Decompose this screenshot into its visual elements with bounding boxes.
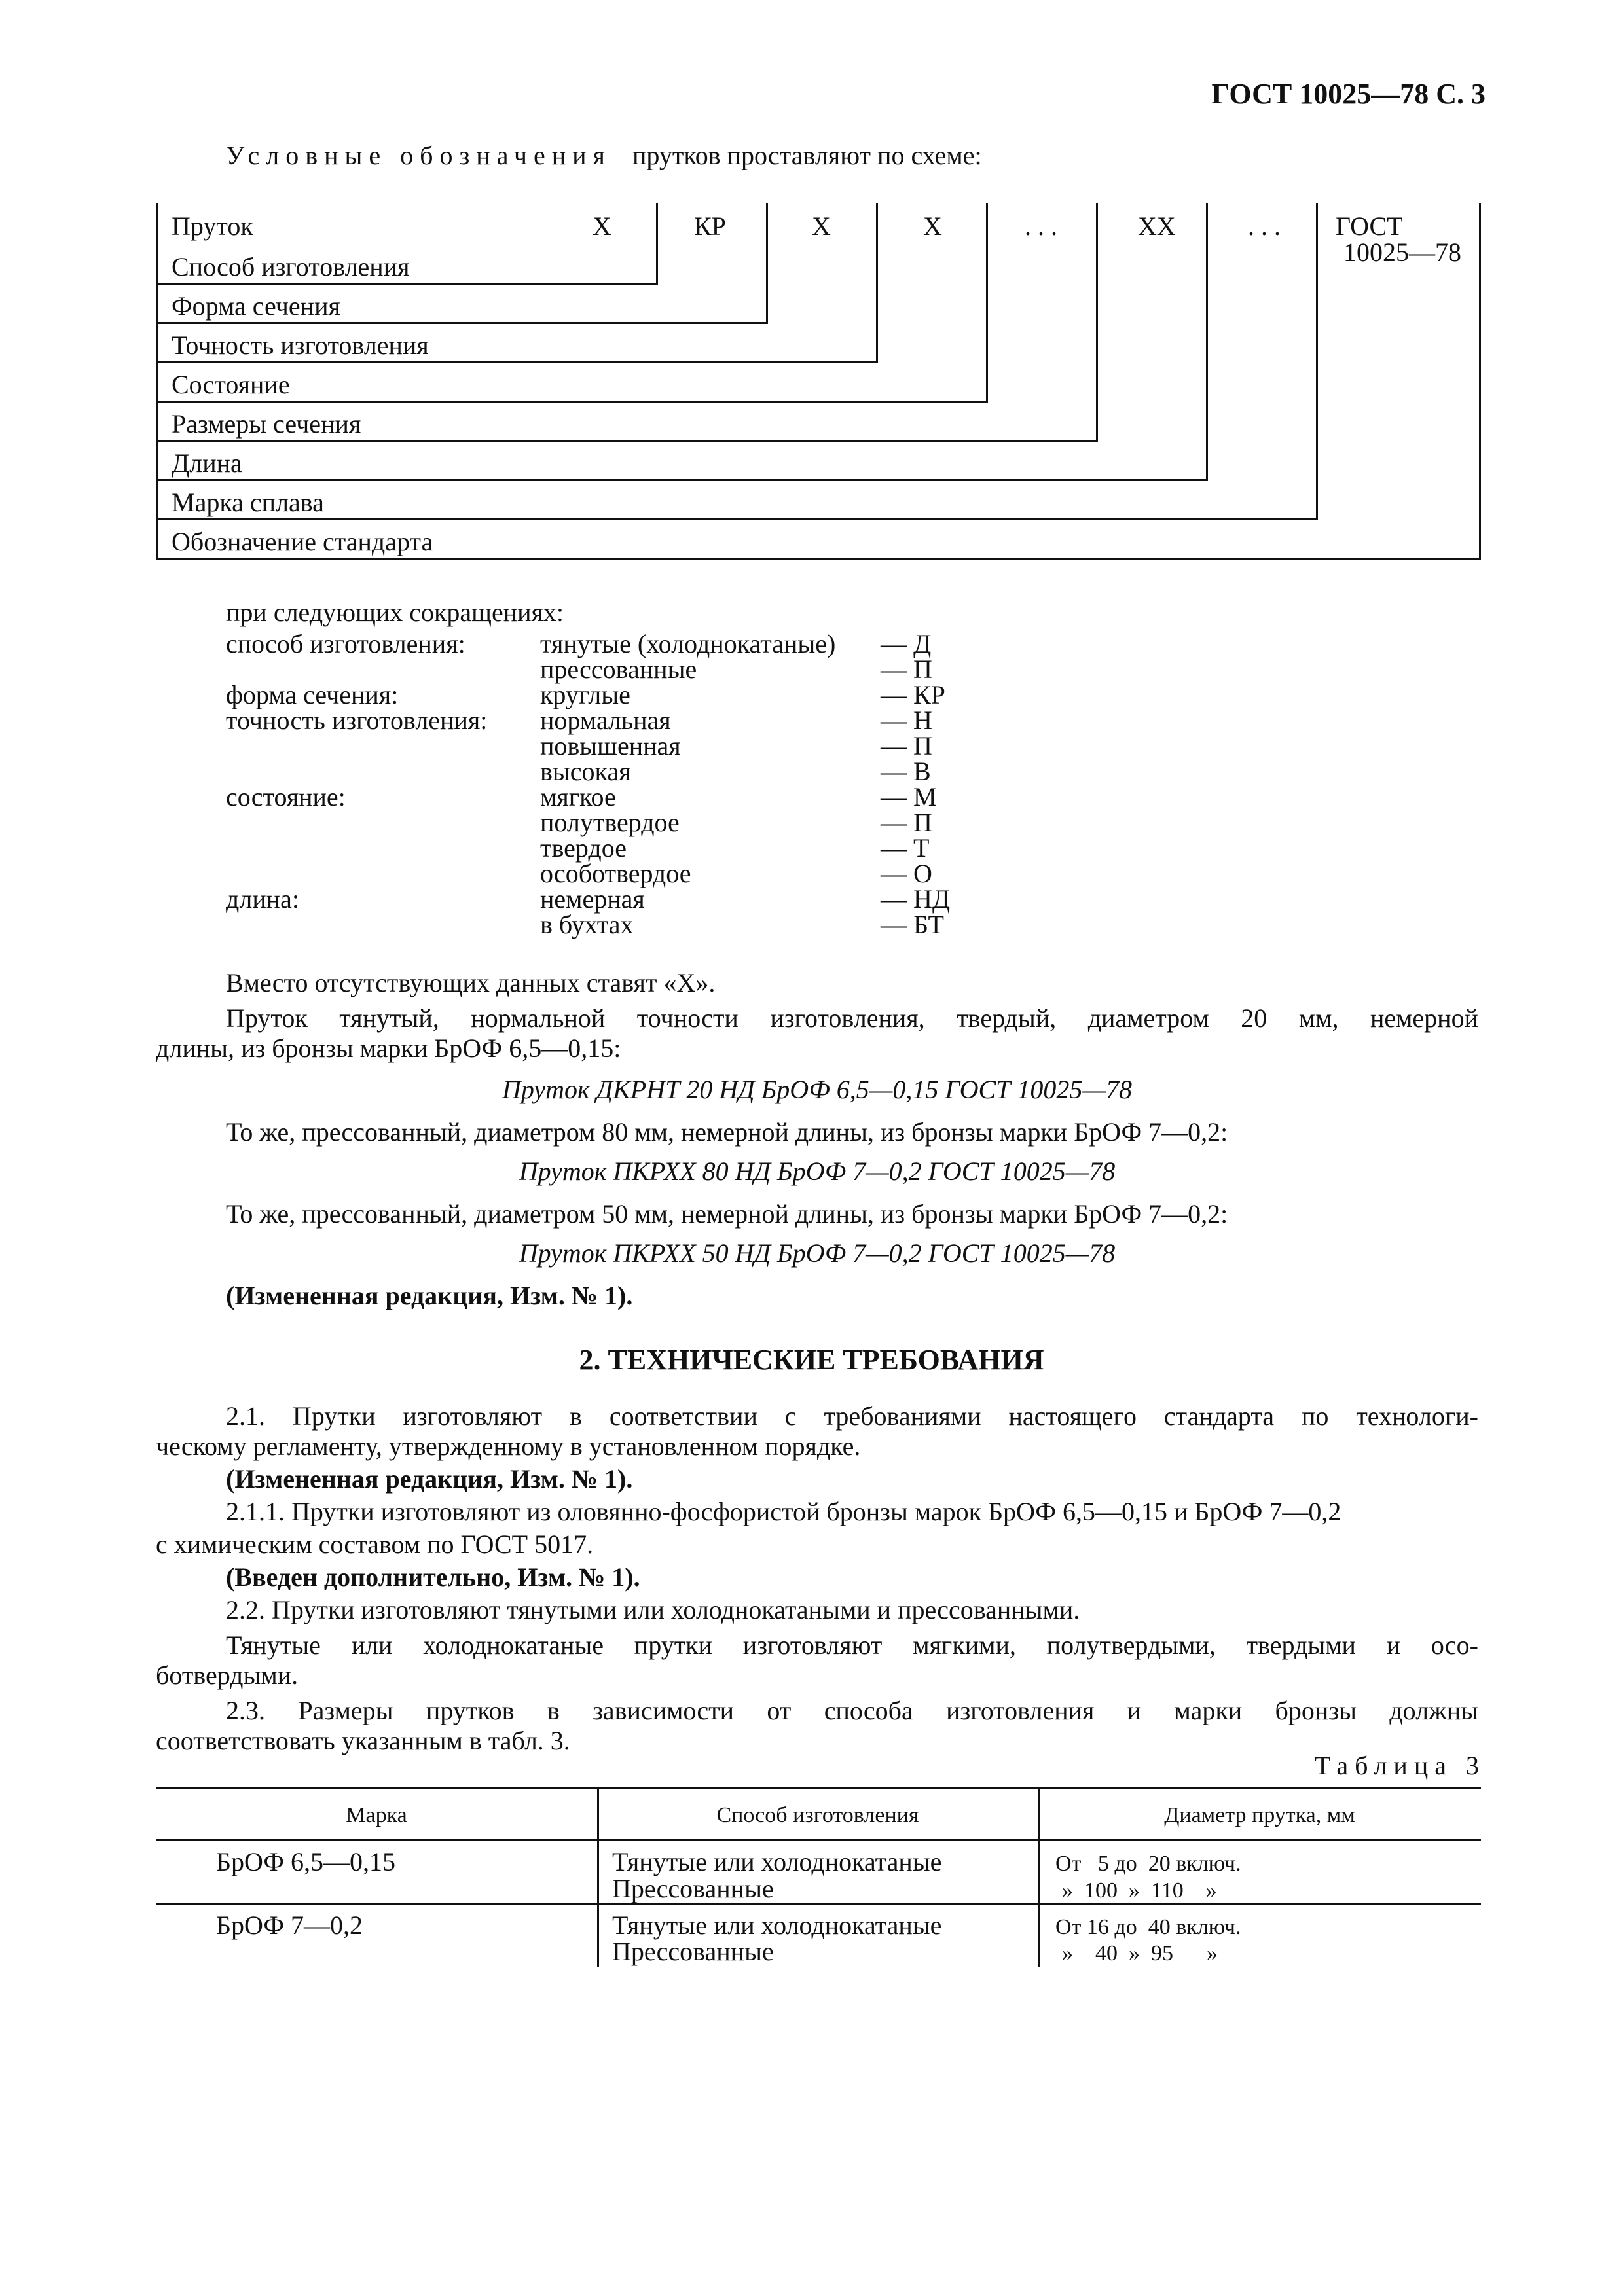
p23-line2: соответствовать указанным в табл. 3. [156, 1726, 570, 1755]
missing-data-note: Вместо отсутствующих данных ставят «Х». [226, 968, 716, 997]
table-cell-dia-2a: От 16 до 40 включ. [1055, 1915, 1241, 1939]
scheme-left-border [156, 203, 158, 560]
abbr-code-1: — П [881, 655, 932, 684]
table-cell-method-1b: Прессованные [612, 1874, 774, 1903]
abbr-val-1: прессованные [540, 655, 697, 684]
scheme-row-standard: Обозначение стандарта [172, 527, 433, 556]
scheme-row-length: Длина [172, 448, 242, 478]
abbr-val-7: полутвердое [540, 808, 680, 837]
scheme-pos-3: Х [812, 211, 831, 241]
table-cell-grade-1: БрОФ 6,5—0,15 [216, 1847, 395, 1876]
scheme-label-rod: Пруток [172, 211, 253, 241]
abbr-cat-6: состояние: [226, 782, 346, 812]
abbr-code-5: — В [881, 757, 931, 786]
scheme-row-alloy: Марка сплава [172, 488, 324, 517]
abbr-val-0: тянутые (холоднокатаные) [540, 629, 836, 658]
table-cell-grade-2: БрОФ 7—0,2 [216, 1910, 363, 1940]
abbr-cat-10: длина: [226, 884, 299, 914]
scheme-rule-2 [156, 322, 768, 324]
scheme-rule-5 [156, 440, 1098, 442]
amendment-note-1: (Измененная редакция, Изм. № 1). [226, 1281, 633, 1310]
abbr-val-10: немерная [540, 884, 645, 914]
scheme-row-state: Состояние [172, 370, 290, 399]
section-title: 2. ТЕХНИЧЕСКИЕ ТРЕБОВАНИЯ [579, 1344, 1044, 1376]
table-header-method: Способ изготовления [716, 1803, 919, 1827]
scheme-row-accuracy: Точность изготовления [172, 331, 429, 360]
scheme-rule-1 [156, 283, 658, 285]
abbr-code-0: — Д [881, 629, 932, 658]
table-header-diameter: Диаметр прутка, мм [1164, 1803, 1355, 1827]
table-cell-dia-1a: От 5 до 20 включ. [1055, 1852, 1241, 1876]
scheme-bracket-1 [656, 203, 658, 285]
scheme-pos-1: Х [593, 211, 611, 241]
scheme-rule-4 [156, 401, 988, 403]
scheme-pos-5: . . . [1025, 211, 1057, 241]
scheme-rule-3 [156, 361, 878, 363]
scheme-intro [226, 143, 982, 169]
page-header: ГОСТ 10025—78 С. 3 [1211, 78, 1486, 110]
scheme-row-method: Способ изготовления [172, 252, 410, 281]
table-cell-method-2a: Тянутые или холоднокатаные [612, 1910, 942, 1940]
scheme-intro-spaced: Условные обозначения [226, 141, 611, 170]
table-header-rule [156, 1839, 1481, 1841]
abbr-val-3: нормальная [540, 706, 671, 735]
scheme-right-border [1479, 203, 1481, 560]
example1-designation: Пруток ДКРНТ 20 НД БрОФ 6,5—0,15 ГОСТ 10025—78 [502, 1075, 1132, 1104]
abbr-val-6: мягкое [540, 782, 616, 812]
p211-line1: 2.1.1. Прутки изготовляют из оловянно-фосфористой бронзы марок БрОФ 6,5—0,15 и БрОФ 7—0,2 [226, 1497, 1341, 1526]
scheme-row-size: Размеры сечения [172, 409, 361, 439]
scheme-rule-7 [156, 518, 1318, 520]
abbr-val-2: круглые [540, 680, 630, 709]
scheme-pos-4: Х [923, 211, 942, 241]
example2-designation: Пруток ПКРХХ 80 НД БрОФ 7—0,2 ГОСТ 10025—78 [519, 1157, 1116, 1186]
abbr-cat-0: способ изготовления: [226, 629, 465, 658]
scheme-bracket-7 [1316, 203, 1318, 520]
added-note: (Введен дополнительно, Изм. № 1). [226, 1562, 640, 1592]
abbr-code-11: — БТ [881, 910, 944, 939]
abbr-intro: при следующих сокращениях: [226, 598, 564, 627]
abbr-code-4: — П [881, 731, 932, 761]
scheme-pos-6: ХХ [1138, 211, 1176, 241]
scheme-gost: ГОСТ [1336, 211, 1403, 241]
table-cell-dia-1b: » 100 » 110 » [1062, 1878, 1217, 1903]
p23-line1: 2.3. Размеры прутков в зависимости от способа изготовления и марки бронзы должны [226, 1696, 1478, 1725]
scheme-gost-number: 10025—78 [1343, 238, 1461, 267]
scheme-bracket-4 [986, 203, 988, 403]
abbr-val-11: в бухтах [540, 910, 634, 939]
abbr-val-9: особотвердое [540, 859, 691, 888]
p211-line2: с химическим составом по ГОСТ 5017. [156, 1530, 594, 1559]
abbr-val-4: повышенная [540, 731, 681, 761]
abbr-val-8: твердое [540, 833, 627, 863]
scheme-bracket-2 [766, 203, 768, 324]
example1-text-line2: длины, из бронзы марки БрОФ 6,5—0,15: [156, 1033, 621, 1063]
scheme-pos-2: КР [694, 211, 726, 241]
scheme-bracket-3 [876, 203, 878, 363]
table-cell-method-1a: Тянутые или холоднокатаные [612, 1847, 942, 1876]
scheme-intro-rest: прутков проставляют по схеме: [632, 141, 982, 170]
abbr-code-2: — КР [881, 680, 945, 709]
example3-text: То же, прессованный, диаметром 50 мм, немерной длины, из бронзы марки БрОФ 7—0,2: [226, 1199, 1228, 1229]
abbr-code-3: — Н [881, 706, 932, 735]
scheme-row-shape: Форма сечения [172, 291, 340, 321]
p22b-line1: Тянутые или холоднокатаные прутки изготовляют мягкими, полутвердыми, твердыми и осо- [226, 1630, 1478, 1660]
p21-line2: ческому регламенту, утвержденному в установленном порядке. [156, 1431, 861, 1461]
abbr-cat-2: форма сечения: [226, 680, 399, 709]
table-header-grade: Марка [346, 1803, 407, 1827]
abbr-code-9: — О [881, 859, 932, 888]
p22: 2.2. Прутки изготовляют тянутыми или холоднокатаными и прессованными. [226, 1595, 1080, 1624]
table-row-rule [156, 1903, 1481, 1905]
scheme-bracket-5 [1096, 203, 1098, 442]
table-top-rule [156, 1787, 1481, 1789]
scheme-rule-6 [156, 479, 1208, 481]
table-cell-method-2b: Прессованные [612, 1937, 774, 1966]
example3-designation: Пруток ПКРХХ 50 НД БрОФ 7—0,2 ГОСТ 10025—78 [519, 1238, 1116, 1268]
scheme-rule-8 [156, 558, 1481, 560]
scheme-pos-7: . . . [1248, 211, 1281, 241]
example1-text-line1: Пруток тянутый, нормальной точности изготовления, твердый, диаметром 20 мм, немерной [226, 1003, 1478, 1033]
amendment-note-2: (Измененная редакция, Изм. № 1). [226, 1464, 633, 1494]
example2-text: То же, прессованный, диаметром 80 мм, немерной длины, из бронзы марки БрОФ 7—0,2: [226, 1117, 1228, 1147]
abbr-code-8: — Т [881, 833, 930, 863]
table-cell-dia-2b: » 40 » 95 » [1062, 1941, 1218, 1965]
abbr-code-7: — П [881, 808, 932, 837]
p21-line1: 2.1. Прутки изготовляют в соответствии с требованиями настоящего стандарта по технологи- [226, 1401, 1478, 1431]
scheme-bracket-6 [1206, 203, 1208, 481]
abbr-cat-3: точность изготовления: [226, 706, 488, 735]
abbr-code-6: — М [881, 782, 937, 812]
abbr-code-10: — НД [881, 884, 951, 914]
table-caption: Таблица 3 [1314, 1751, 1486, 1780]
abbr-val-5: высокая [540, 757, 631, 786]
p22b-line2: ботвердыми. [156, 1660, 299, 1690]
